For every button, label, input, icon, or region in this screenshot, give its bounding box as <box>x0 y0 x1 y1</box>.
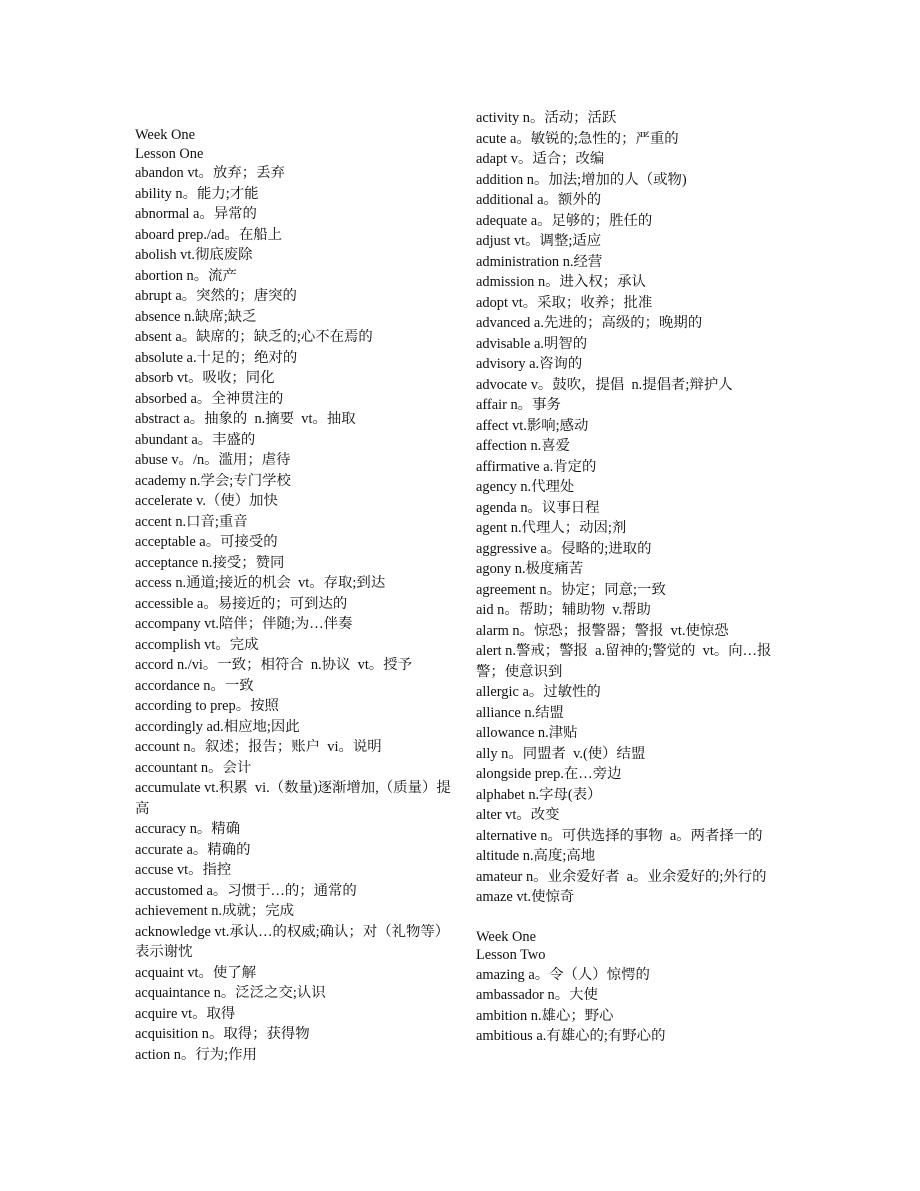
vocabulary-entry: alongside prep.在…旁边 <box>476 766 622 782</box>
left-column <box>135 126 453 1065</box>
vocabulary-entry: addition n。加法;增加的人（或物) <box>476 171 687 188</box>
week-title: Week One <box>135 127 195 143</box>
vocabulary-entry: amazing a。令（人）惊愕的 <box>476 966 650 983</box>
vocabulary-entry: alphabet n.字母(表） <box>476 786 602 803</box>
vocabulary-entry: advisory a.咨询的 <box>476 356 583 372</box>
vocabulary-entry: achievement n.成就；完成 <box>135 903 295 919</box>
vocabulary-entry: accuse vt。指控 <box>135 862 232 878</box>
vocabulary-entry: absent a。缺席的；缺乏的;心不在焉的 <box>135 329 373 345</box>
week-title: Week One <box>476 928 536 945</box>
vocabulary-entry: accelerate v.（使）加快 <box>135 493 278 509</box>
vocabulary-list <box>476 965 794 1047</box>
lesson-title: Lesson One <box>135 145 204 162</box>
vocabulary-entry: access n.通道;接近的机会 vt。存取;到达 <box>135 575 386 591</box>
vocabulary-entry: acknowledge vt.承认…的权威;确认；对（礼物等）表示谢忱 <box>135 923 450 960</box>
vocabulary-entry: aboard prep./ad。在船上 <box>135 226 283 243</box>
vocabulary-entry: accord n./vi。一致；相符合 n.协议 vt。授予 <box>135 657 412 673</box>
vocabulary-entry: abnormal a。异常的 <box>135 206 257 222</box>
vocabulary-entry: altitude n.高度;高地 <box>476 848 596 864</box>
vocabulary-entry: acceptance n.接受；赞同 <box>135 554 285 571</box>
vocabulary-entry: accuracy n。精确 <box>135 821 241 837</box>
vocabulary-entry: alert n.警戒；警报 a.留神的;警觉的 vt。向…报警；使意识到 <box>476 643 772 680</box>
vocabulary-entry: ambitious a.有雄心的;有野心的 <box>476 1028 666 1044</box>
vocabulary-entry: alarm n。惊恐；报警器；警报 vt.使惊恐 <box>476 622 729 639</box>
vocabulary-entry: affair n。事务 <box>476 397 561 413</box>
vocabulary-entry: accomplish vt。完成 <box>135 636 259 653</box>
vocabulary-entry: advanced a.先进的；高级的；晚期的 <box>476 315 703 331</box>
vocabulary-entry: ambition n.雄心；野心 <box>476 1007 614 1024</box>
vocabulary-entry: accustomed a。习惯于…的；通常的 <box>135 882 357 899</box>
vocabulary-entry: abuse v。/n。滥用；虐待 <box>135 452 291 468</box>
vocabulary-entry: advisable a.明智的 <box>476 335 588 352</box>
vocabulary-entry: acquaint vt。使了解 <box>135 964 257 981</box>
vocabulary-entry: agent n.代理人；动因;剂 <box>476 520 627 536</box>
vocabulary-entry: abundant a。丰盛的 <box>135 431 256 448</box>
vocabulary-entry: accountant n。会计 <box>135 759 252 776</box>
vocabulary-entry: affection n.喜爱 <box>476 438 571 454</box>
vocabulary-entry: ambassador n。大使 <box>476 987 598 1003</box>
vocabulary-entry: absorb vt。吸收；同化 <box>135 370 275 386</box>
vocabulary-entry: abortion n。流产 <box>135 267 237 284</box>
vocabulary-entry: aggressive a。侵略的;进取的 <box>476 540 652 557</box>
vocabulary-entry: accompany vt.陪伴；伴随;为…伴奏 <box>135 616 353 632</box>
vocabulary-entry: alternative n。可供选择的事物 a。两者择一的 <box>476 827 763 844</box>
vocabulary-entry: academy n.学会;专门学校 <box>135 472 291 489</box>
vocabulary-entry: accordingly ad.相应地;因此 <box>135 718 300 735</box>
vocabulary-entry: action n。行为;作用 <box>135 1046 257 1063</box>
vocabulary-entry: accordance n。一致 <box>135 677 254 694</box>
vocabulary-entry: agency n.代理处 <box>476 479 575 495</box>
vocabulary-entry: absorbed a。全神贯注的 <box>135 390 284 407</box>
vocabulary-entry: absence n.缺席;缺乏 <box>135 308 257 325</box>
vocabulary-entry: according to prep。按照 <box>135 698 279 714</box>
vocabulary-entry: acquire vt。取得 <box>135 1005 236 1022</box>
vocabulary-entry: adequate a。足够的；胜任的 <box>476 212 653 229</box>
vocabulary-entry: allergic a。过敏性的 <box>476 684 601 700</box>
vocabulary-entry: absolute a.十足的；绝对的 <box>135 349 298 366</box>
vocabulary-entry: additional a。额外的 <box>476 192 602 208</box>
section-spacer <box>476 908 794 928</box>
lesson-heading <box>476 928 794 965</box>
vocabulary-entry: agreement n。协定；同意;一致 <box>476 581 666 598</box>
vocabulary-entry: admission n。进入权；承认 <box>476 274 646 290</box>
vocabulary-entry: acceptable a。可接受的 <box>135 534 278 550</box>
vocabulary-entry: amateur n。业余爱好者 a。业余爱好的;外行的 <box>476 868 767 885</box>
vocabulary-entry: abandon vt。放弃；丢弃 <box>135 165 285 181</box>
vocabulary-entry: agony n.极度痛苦 <box>476 561 584 577</box>
vocabulary-entry: alliance n.结盟 <box>476 704 564 721</box>
vocabulary-entry: adjust vt。调整;适应 <box>476 233 602 249</box>
vocabulary-entry: aid n。帮助；辅助物 v.帮助 <box>476 602 651 618</box>
lesson-title: Lesson Two <box>476 947 546 963</box>
vocabulary-entry: amaze vt.使惊奇 <box>476 889 575 905</box>
vocabulary-list <box>476 108 794 908</box>
vocabulary-entry: allowance n.津贴 <box>476 725 578 741</box>
vocabulary-entry: acute a。敏锐的;急性的；严重的 <box>476 130 679 147</box>
vocabulary-entry: ability n。能力;才能 <box>135 185 259 202</box>
lesson-heading <box>135 126 453 163</box>
vocabulary-entry: adapt v。适合；改编 <box>476 151 605 167</box>
vocabulary-entry: accessible a。易接近的；可到达的 <box>135 595 348 612</box>
vocabulary-entry: abolish vt.彻底废除 <box>135 247 253 263</box>
vocabulary-entry: acquaintance n。泛泛之交;认识 <box>135 985 326 1001</box>
vocabulary-entry: affect vt.影响;感动 <box>476 417 589 434</box>
vocabulary-entry: adopt vt。采取；收养；批准 <box>476 294 653 311</box>
vocabulary-list <box>135 163 453 1065</box>
vocabulary-entry: accumulate vt.积累 vi.（数量)逐渐增加,（质量）提高 <box>135 780 451 817</box>
vocabulary-entry: account n。叙述；报告；账户 vi。说明 <box>135 739 382 755</box>
vocabulary-entry: advocate v。鼓吹，提倡 n.提倡者;辩护人 <box>476 376 733 393</box>
vocabulary-entry: abrupt a。突然的；唐突的 <box>135 288 297 304</box>
vocabulary-entry: administration n.经营 <box>476 253 603 270</box>
vocabulary-entry: accurate a。精确的 <box>135 841 251 858</box>
vocabulary-entry: accent n.口音;重音 <box>135 513 248 530</box>
vocabulary-entry: agenda n。议事日程 <box>476 499 600 516</box>
vocabulary-entry: acquisition n。取得；获得物 <box>135 1026 310 1042</box>
vocabulary-entry: abstract a。抽象的 n.摘要 vt。抽取 <box>135 411 356 427</box>
vocabulary-entry: activity n。活动；活跃 <box>476 110 617 126</box>
vocabulary-entry: alter vt。改变 <box>476 807 560 823</box>
vocabulary-entry: affirmative a.肯定的 <box>476 458 597 475</box>
right-column <box>476 108 794 1047</box>
vocabulary-entry: ally n。同盟者 v.(使）结盟 <box>476 745 646 762</box>
